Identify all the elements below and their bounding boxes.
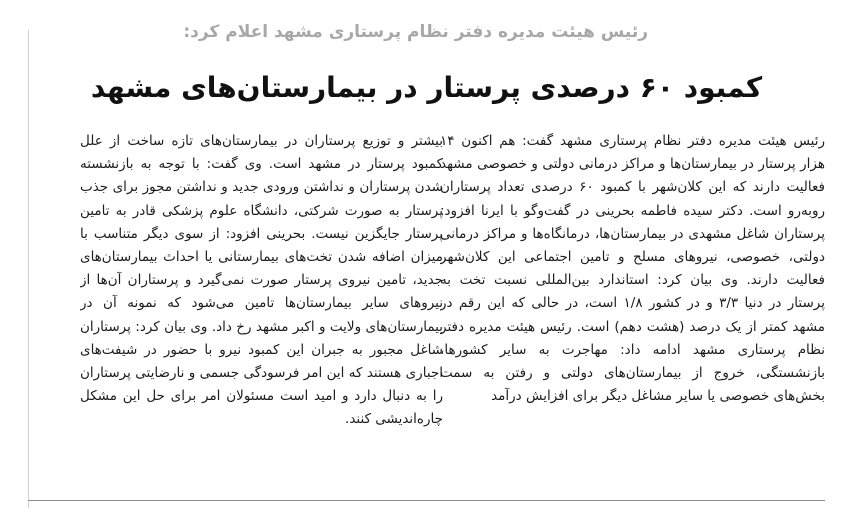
article-kicker: رئیس هیئت مدیره دفتر نظام پرستاری مشهد اعلام کرد: xyxy=(183,22,648,42)
article-body-column-left: بیشتر و توزیع پرستاران در بیمارستان‌های تازه ساخت از علل کمبود پرستار در مشهد است. وی گفت: با توجه به بازنشسته شدن پرستاران و نداشتن ورودی جدید و نداشتن مجوز برای جذب پرستار به صورت شرکتی، دانشگاه علوم پزشکی قادر به تامین پرستار جایگزین نیست. بحرینی افزود: از سوی دیگر متناسب با میزان اضافه شدن تخت‌های بیمارستانی یا احداث بیمارستان‌های جدید، تامین نیروی پرستار صورت نمی‌گیرد و پرستاران آن‌ها از نیروهای سایر بیمارستان‌ها تامین می‌شود که نمونه آن در بیمارستان‌های ولایت و اکبر مشهد رخ داد. وی بیان کرد: پرستاران شاغل مجبور به جبران این کمبود نیرو با حضور در شیفت‌های اجباری هستند که این امر فرسودگی جسمی و نارضایتی پرستاران را به دنبال دارد و امید است مسئولان امر برای حل این مشکل چاره‌اندیشی کنند. xyxy=(80,133,443,428)
left-margin-rule xyxy=(28,30,29,508)
article-headline: کمبود ۶۰ درصدی پرستار در بیمارستان‌های مشهد xyxy=(90,71,763,104)
article-body-column-right: رئیس هیئت مدیره دفتر نظام پرستاری مشهد گفت: هم اکنون ۱۴ هزار پرستار در بیمارستان‌ها و مراکز درمانی دولتی و خصوصی مشهد فعالیت دارند که این کلان‌شهر با کمبود ۶۰ درصدی تعداد پرستاران روبه‌رو است. دکتر سیده فاطمه بحرینی در گفت‌و‌گو با ایرنا افزود: پرستاران شاغل مشهدی در بیمارستان‌ها، درمانگاه‌ها و مراکز درمانی دولتی، خصوصی، نیروهای مسلح و تامین اجتماعی این کلان‌شهر فعالیت دارند. وی بیان کرد: استاندارد بین‌المللی نسبت تخت به پرستار در دنیا ۳/۳ و در کشور ۱/۸ است، در حالی که این رقم در مشهد کمتر از یک درصد (هشت دهم) است. رئیس هیئت مدیره دفتر نظام پرستاری مشهد ادامه داد: مهاجرت به سایر کشورها، بازنشستگی، خروج از بیمارستان‌های دولتی و رفتن به سمت بخش‌های خصوصی یا سایر مشاغل دیگر برای افزایش درآمد xyxy=(440,133,825,405)
bottom-divider xyxy=(28,500,825,501)
